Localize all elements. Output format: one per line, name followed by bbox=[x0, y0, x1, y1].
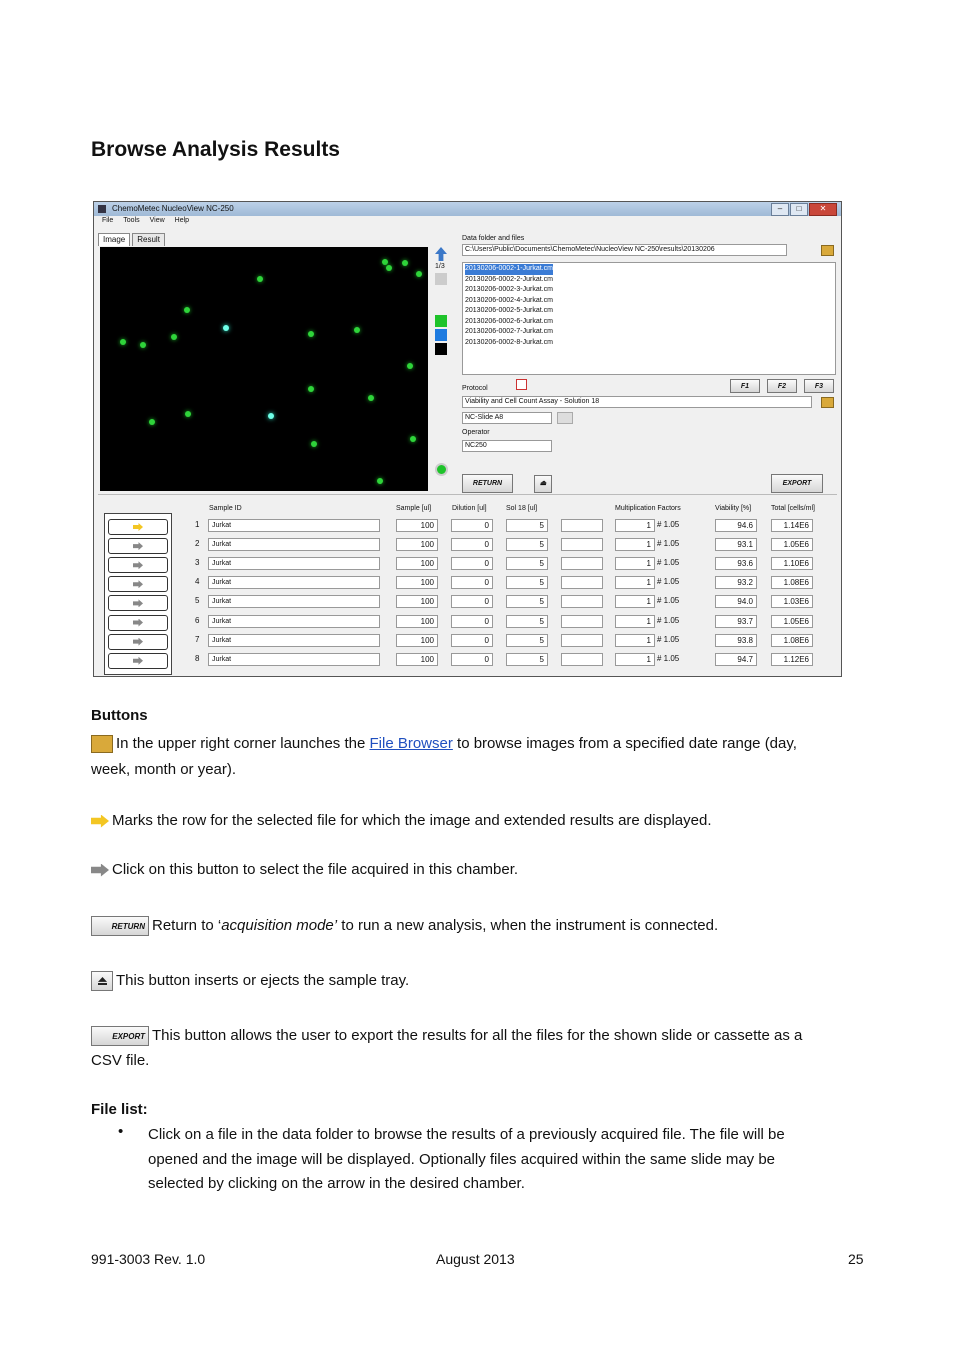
viability-field: 93.7 bbox=[715, 615, 757, 628]
cell-dot bbox=[171, 334, 177, 340]
empty-field[interactable] bbox=[561, 557, 603, 570]
gray-arrow-icon bbox=[133, 599, 143, 607]
file-item[interactable]: 20130206-0002-3-Jurkat.cm bbox=[465, 286, 553, 293]
total-field: 1.05E6 bbox=[771, 538, 813, 551]
viability-field: 93.2 bbox=[715, 576, 757, 589]
gray-arrow-icon bbox=[133, 638, 143, 646]
empty-field[interactable] bbox=[561, 615, 603, 628]
total-field: 1.12E6 bbox=[771, 653, 813, 666]
viability-field: 94.0 bbox=[715, 595, 757, 608]
sol18-field[interactable]: 5 bbox=[506, 615, 548, 628]
cell-dot bbox=[149, 419, 155, 425]
file-browser-link[interactable]: File Browser bbox=[369, 735, 453, 752]
sample-volume-field[interactable]: 100 bbox=[396, 653, 438, 666]
multiplication-field[interactable]: 1 bbox=[615, 519, 655, 532]
export-button-icon bbox=[91, 1026, 149, 1046]
menu-bar bbox=[94, 216, 841, 226]
cell-dot bbox=[140, 342, 146, 348]
file-item[interactable]: 20130206-0002-8-Jurkat.cm bbox=[465, 338, 553, 346]
cell-dot bbox=[308, 331, 314, 337]
folder-icon[interactable] bbox=[821, 397, 834, 408]
multiplication-factor: # 1.05 bbox=[657, 558, 680, 568]
cell-dot bbox=[257, 276, 263, 282]
cell-image bbox=[100, 247, 428, 491]
sol18-field[interactable]: 5 bbox=[506, 519, 548, 532]
folder-icon[interactable] bbox=[821, 245, 834, 256]
menu-help[interactable]: Help bbox=[174, 217, 190, 224]
multiplication-field[interactable]: 1 bbox=[615, 576, 655, 589]
dilution-field[interactable]: 0 bbox=[451, 653, 493, 666]
return-button[interactable] bbox=[462, 474, 513, 493]
sample-volume-field[interactable]: 100 bbox=[396, 557, 438, 570]
multiplication-field[interactable]: 1 bbox=[615, 595, 655, 608]
results-table bbox=[98, 494, 837, 675]
multiplication-field[interactable]: 1 bbox=[615, 557, 655, 570]
cell-dot bbox=[402, 260, 408, 266]
chamber-select-button[interactable] bbox=[108, 595, 168, 611]
file-item[interactable]: 20130206-0002-7-Jurkat.cm bbox=[465, 328, 553, 335]
multiplication-factor: # 1.05 bbox=[657, 577, 680, 587]
folder-text-pre: In the upper right corner launches the bbox=[116, 735, 370, 752]
calendar-icon[interactable] bbox=[516, 379, 527, 390]
total-field: 1.14E6 bbox=[771, 519, 813, 532]
eject-description bbox=[91, 969, 866, 993]
file-item[interactable]: 20130206-0002-4-Jurkat.cm bbox=[465, 296, 553, 304]
file-item[interactable]: 20130206-0002-6-Jurkat.cm bbox=[465, 317, 553, 325]
total-field: 1.08E6 bbox=[771, 634, 813, 647]
page-title: Browse Analysis Results bbox=[91, 138, 340, 161]
row-number: 4 bbox=[195, 577, 200, 587]
row-number: 7 bbox=[195, 634, 200, 644]
protocol-label: Protocol bbox=[462, 385, 488, 392]
gray-arrow-icon bbox=[133, 619, 143, 627]
file-list-line1: Click on a file in the data folder to browse the results of a previously acquired file. The file will be bbox=[148, 1126, 785, 1143]
sample-id-field[interactable]: Jurkat bbox=[208, 595, 380, 608]
sample-volume-field[interactable]: 100 bbox=[396, 595, 438, 608]
cell-dot bbox=[407, 363, 413, 369]
col-dilution: Dilution [ul] bbox=[452, 505, 487, 512]
sol18-field[interactable]: 5 bbox=[506, 538, 548, 551]
col-sample-id: Sample ID bbox=[209, 505, 242, 512]
chamber-select-button[interactable] bbox=[108, 653, 168, 669]
sample-id-field[interactable]: Jurkat bbox=[208, 557, 380, 570]
multiplication-factor: # 1.05 bbox=[657, 520, 680, 529]
folder-description-line2: week, month or year). bbox=[91, 761, 237, 778]
file-item[interactable]: 20130206-0002-5-Jurkat.cm bbox=[465, 307, 553, 314]
multiplication-factor: # 1.05 bbox=[657, 653, 680, 663]
chamber-select-button[interactable] bbox=[108, 538, 168, 554]
cell-dot bbox=[184, 307, 190, 313]
multiplication-factor: # 1.05 bbox=[657, 615, 680, 625]
cell-dot bbox=[185, 411, 191, 417]
gray-arrow-icon bbox=[91, 864, 109, 877]
sample-volume-field[interactable]: 100 bbox=[396, 519, 438, 532]
multiplication-factor: # 1.05 bbox=[657, 596, 680, 606]
export-text: This button allows the user to export the results for all the files for the shown slide or cassette as a bbox=[152, 1027, 803, 1044]
yellow-arrow-description bbox=[91, 809, 866, 833]
multiplication-factor: # 1.05 bbox=[657, 539, 680, 549]
cell-dot bbox=[120, 339, 126, 345]
export-icon-label: EXPORT bbox=[112, 1032, 145, 1042]
arrow-down-icon[interactable] bbox=[435, 273, 447, 285]
multiplication-factor: # 1.05 bbox=[657, 634, 680, 644]
menu-file[interactable]: File bbox=[102, 217, 114, 224]
return-text-pre: Return to ‘ bbox=[152, 917, 222, 934]
f1-button[interactable]: F1 bbox=[730, 379, 760, 393]
dilution-field[interactable]: 0 bbox=[451, 538, 493, 551]
window-titlebar bbox=[94, 202, 841, 216]
folder-text-post: to browse images from a specified date range (day, bbox=[452, 735, 797, 752]
sample-id-field[interactable]: Jurkat bbox=[208, 576, 380, 589]
row-number: 3 bbox=[195, 558, 200, 568]
viability-field: 93.1 bbox=[715, 538, 757, 551]
buttons-heading: Buttons bbox=[91, 707, 148, 724]
sample-volume-field[interactable]: 100 bbox=[396, 634, 438, 647]
cell-dot bbox=[308, 386, 314, 392]
gray-arrow-icon bbox=[133, 561, 143, 569]
chamber-select-button[interactable] bbox=[108, 519, 168, 535]
total-field: 1.03E6 bbox=[771, 595, 813, 608]
slide-select-button[interactable] bbox=[557, 412, 573, 424]
black-channel-button[interactable] bbox=[435, 343, 447, 355]
folder-description bbox=[91, 732, 866, 756]
cell-dot bbox=[416, 271, 422, 277]
f3-button[interactable]: F3 bbox=[804, 379, 834, 393]
empty-field[interactable] bbox=[561, 519, 603, 532]
slide-field[interactable]: NC-Slide A8 bbox=[462, 412, 552, 424]
multiplication-field[interactable]: 1 bbox=[615, 634, 655, 647]
status-indicator bbox=[435, 463, 448, 476]
viability-field: 94.7 bbox=[715, 653, 757, 666]
gray-arrow-text: Click on this button to select the file acquired in this chamber. bbox=[112, 861, 519, 878]
eject-button[interactable] bbox=[534, 475, 552, 493]
chamber-select-button[interactable] bbox=[108, 576, 168, 592]
multiplication-field[interactable]: 1 bbox=[615, 538, 655, 551]
col-sample: Sample [ul] bbox=[396, 505, 432, 512]
cell-dot bbox=[377, 478, 383, 484]
row-number: 8 bbox=[195, 653, 200, 663]
cell-dot bbox=[410, 436, 416, 442]
viability-field: 94.6 bbox=[715, 519, 757, 532]
tab-result[interactable]: Result bbox=[132, 233, 165, 246]
empty-field[interactable] bbox=[561, 595, 603, 608]
sol18-field[interactable]: 5 bbox=[506, 634, 548, 647]
window-title: ChemoMetec NucleoView NC-250 bbox=[112, 204, 234, 213]
col-viability: Viability [%] bbox=[715, 505, 752, 512]
footer-doc-number: 991-3003 Rev. 1.0 bbox=[91, 1251, 206, 1267]
file-list-line3: selected by clicking on the arrow in the desired chamber. bbox=[148, 1175, 525, 1192]
export-description bbox=[91, 1024, 866, 1048]
eject-icon: ⏏ bbox=[539, 480, 547, 487]
operator-field[interactable]: NC250 bbox=[462, 440, 552, 452]
sample-id-field[interactable]: Jurkat bbox=[208, 538, 380, 551]
tab-image[interactable]: Image bbox=[98, 233, 130, 246]
sample-volume-field[interactable]: 100 bbox=[396, 615, 438, 628]
chamber-select-button[interactable] bbox=[108, 557, 168, 573]
return-description bbox=[91, 914, 866, 938]
cell-dot bbox=[368, 395, 374, 401]
return-icon-label: RETURN bbox=[111, 922, 145, 932]
return-text-post: to run a new analysis, when the instrument is connected. bbox=[337, 917, 719, 934]
sol18-field[interactable]: 5 bbox=[506, 576, 548, 589]
dilution-field[interactable]: 0 bbox=[451, 595, 493, 608]
total-field: 1.08E6 bbox=[771, 576, 813, 589]
sample-id-field[interactable]: Jurkat bbox=[208, 615, 380, 628]
row-number: 2 bbox=[195, 539, 200, 549]
export-label: EXPORT bbox=[782, 480, 812, 487]
sample-id-field[interactable]: Jurkat bbox=[208, 519, 380, 532]
folder-icon bbox=[91, 735, 113, 753]
green-channel-button[interactable] bbox=[435, 315, 447, 327]
image-side-controls bbox=[435, 247, 451, 476]
operator-label: Operator bbox=[462, 429, 490, 436]
total-field: 1.10E6 bbox=[771, 557, 813, 570]
chamber-select-button[interactable] bbox=[108, 634, 168, 650]
file-item[interactable]: 20130206-0002-1-Jurkat.cm bbox=[465, 264, 553, 275]
data-folder-path[interactable]: C:\Users\Public\Documents\ChemoMetec\NucleoView NC-250\results\20130206 bbox=[462, 244, 787, 256]
eject-text: This button inserts or ejects the sample tray. bbox=[116, 972, 410, 989]
sol18-field[interactable]: 5 bbox=[506, 595, 548, 608]
sample-id-field[interactable]: Jurkat bbox=[208, 653, 380, 666]
col-mult: Multiplication Factors bbox=[615, 505, 681, 512]
menu-view[interactable]: View bbox=[149, 217, 165, 224]
total-field: 1.05E6 bbox=[771, 615, 813, 628]
footer-page-number: 25 bbox=[848, 1251, 864, 1267]
gray-arrow-icon bbox=[133, 542, 143, 550]
multiplication-field[interactable]: 1 bbox=[615, 615, 655, 628]
dilution-field[interactable]: 0 bbox=[451, 557, 493, 570]
return-text-em: acquisition mode’ bbox=[221, 917, 338, 934]
dilution-field[interactable]: 0 bbox=[451, 634, 493, 647]
sample-volume-field[interactable]: 100 bbox=[396, 576, 438, 589]
sample-id-field[interactable]: Jurkat bbox=[208, 634, 380, 647]
col-total: Total [cells/ml] bbox=[771, 505, 815, 512]
yellow-arrow-text: Marks the row for the selected file for which the image and extended results are displayed. bbox=[112, 812, 712, 829]
chamber-buttons bbox=[104, 513, 172, 675]
cell-dot bbox=[311, 441, 317, 447]
empty-field[interactable] bbox=[561, 576, 603, 589]
file-item[interactable]: 20130206-0002-2-Jurkat.cm bbox=[465, 275, 553, 283]
export-description-line2: CSV file. bbox=[91, 1052, 150, 1069]
row-number: 5 bbox=[195, 596, 200, 606]
file-list-line2: opened and the image will be displayed. Optionally files acquired within the same slide may be bbox=[148, 1151, 776, 1168]
arrow-up-icon[interactable] bbox=[435, 247, 447, 261]
bullet-icon: • bbox=[118, 1123, 124, 1140]
file-list[interactable] bbox=[462, 262, 836, 375]
maximize-button[interactable]: □ bbox=[790, 203, 808, 216]
f2-button[interactable]: F2 bbox=[767, 379, 797, 393]
menu-tools[interactable]: Tools bbox=[123, 217, 140, 224]
return-label: RETURN bbox=[472, 480, 503, 487]
col-sol18: Sol 18 [ul] bbox=[506, 505, 538, 512]
sol18-field[interactable]: 5 bbox=[506, 557, 548, 570]
cell-dot bbox=[386, 265, 392, 271]
multiplication-field[interactable]: 1 bbox=[615, 653, 655, 666]
protocol-field[interactable]: Viability and Cell Count Assay - Solution 18 bbox=[462, 396, 812, 408]
viability-field: 93.6 bbox=[715, 557, 757, 570]
cell-dot bbox=[223, 325, 229, 331]
file-list-heading: File list: bbox=[91, 1101, 148, 1118]
footer-date: August 2013 bbox=[436, 1251, 515, 1267]
export-button[interactable] bbox=[771, 474, 823, 493]
cell-dot bbox=[268, 413, 274, 419]
eject-icon bbox=[91, 971, 113, 991]
gray-arrow-icon bbox=[133, 657, 143, 665]
yellow-arrow-icon bbox=[91, 815, 109, 828]
nucleoview-window bbox=[93, 201, 842, 677]
sol18-field[interactable]: 5 bbox=[506, 653, 548, 666]
dilution-field[interactable]: 0 bbox=[451, 519, 493, 532]
viability-field: 93.8 bbox=[715, 634, 757, 647]
gray-arrow-icon bbox=[133, 580, 143, 588]
gray-arrow-description bbox=[91, 858, 866, 882]
image-counter: 1/3 bbox=[435, 263, 445, 270]
cell-dot bbox=[354, 327, 360, 333]
sample-volume-field[interactable]: 100 bbox=[396, 538, 438, 551]
row-number: 6 bbox=[195, 615, 200, 625]
minimize-button[interactable]: – bbox=[771, 203, 789, 216]
dilution-field[interactable]: 0 bbox=[451, 615, 493, 628]
yellow-arrow-icon bbox=[133, 523, 143, 531]
close-button[interactable]: ✕ bbox=[809, 203, 837, 216]
app-icon bbox=[98, 205, 106, 213]
blue-channel-button[interactable] bbox=[435, 329, 447, 341]
empty-field[interactable] bbox=[561, 653, 603, 666]
chamber-select-button[interactable] bbox=[108, 615, 168, 631]
return-button-icon bbox=[91, 916, 149, 936]
empty-field[interactable] bbox=[561, 634, 603, 647]
cell-dot bbox=[382, 259, 388, 265]
dilution-field[interactable]: 0 bbox=[451, 576, 493, 589]
data-folder-label: Data folder and files bbox=[462, 235, 525, 242]
empty-field[interactable] bbox=[561, 538, 603, 551]
row-number: 1 bbox=[195, 520, 200, 529]
